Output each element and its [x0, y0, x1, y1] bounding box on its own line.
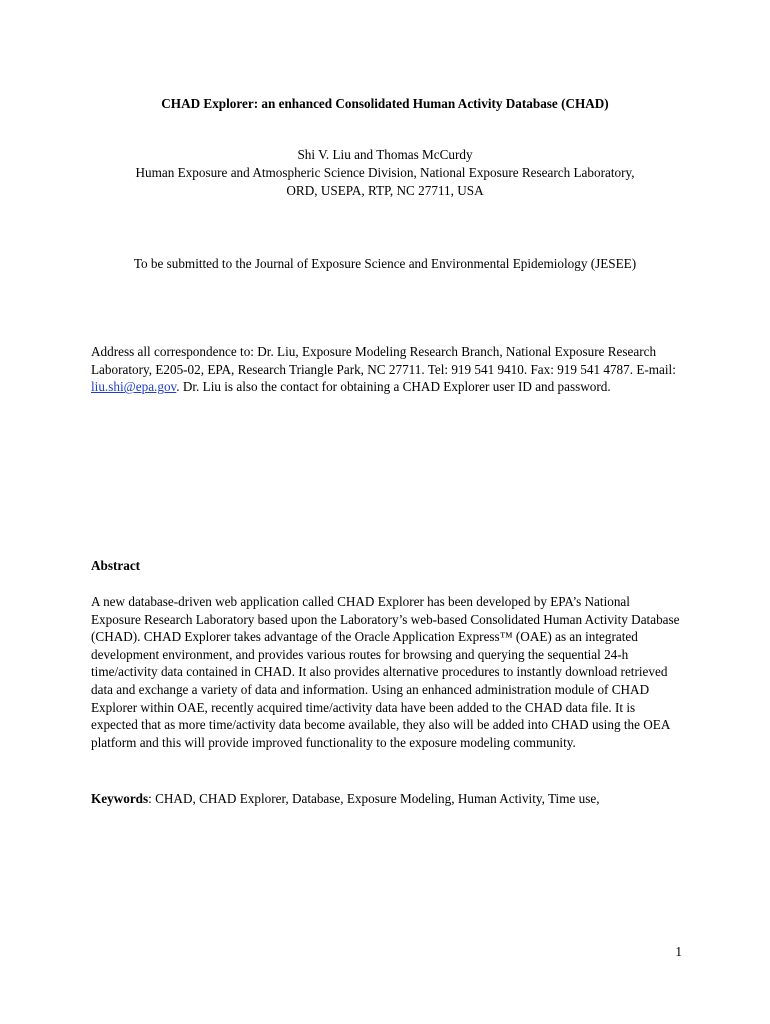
keywords-label: Keywords — [91, 791, 149, 806]
email-link[interactable]: liu.shi@epa.gov — [91, 379, 177, 395]
paper-title: CHAD Explorer: an enhanced Consolidated Human Activity Database (CHAD) — [161, 96, 609, 111]
correspondence-text-start: Address all correspondence to: Dr. Liu, Exposure Modeling Research Branch, National Exposure Research Laboratory, E205-02, EPA, Research Triangle Park, NC 27711. Tel: 919 541 9410. Fax: 919 541 4787. E-mail: — [91, 344, 676, 377]
affiliation-line-2: ORD, USEPA, RTP, NC 27711, USA — [286, 183, 484, 198]
correspondence-paragraph — [91, 343, 683, 396]
author-block — [0, 146, 770, 200]
author-names: Shi V. Liu and Thomas McCurdy — [297, 147, 473, 162]
page-number: 1 — [675, 944, 682, 959]
keywords-list: : CHAD, CHAD Explorer, Database, Exposure Modeling, Human Activity, Time use, — [148, 791, 600, 806]
submission-note: To be submitted to the Journal of Exposure Science and Environmental Epidemiology (JESEE) — [133, 256, 637, 271]
correspondence-text-end: . Dr. Liu is also the contact for obtaining a CHAD Explorer user ID and password. — [176, 379, 611, 395]
keywords-line — [91, 790, 683, 808]
affiliation-line-1: Human Exposure and Atmospheric Science Division, National Exposure Research Laboratory, — [135, 165, 635, 180]
abstract-heading: Abstract — [91, 558, 141, 573]
abstract-paragraph: A new database-driven web application called CHAD Explorer has been developed by EPA’s National Exposure Research Laboratory based upon the Laboratory’s web-based Consolidated Human Activity Database (CHAD). CHAD Explorer takes advantage of the Oracle Application Express™ (OAE) as an integrated development environment, and provides various routes for browsing and querying the sequential 24-h time/activity data contained in CHAD. It also provides alternative procedures to instantly download retrieved data and exchange a variety of data and information. Using an enhanced administration module of CHAD Explorer within OAE, recently acquired time/activity data have been added to the CHAD data file. It is expected that as more time/activity data become available, they also will be added into CHAD using the OEA platform and this will provide improved functionality to the exposure modeling community. — [91, 594, 680, 750]
